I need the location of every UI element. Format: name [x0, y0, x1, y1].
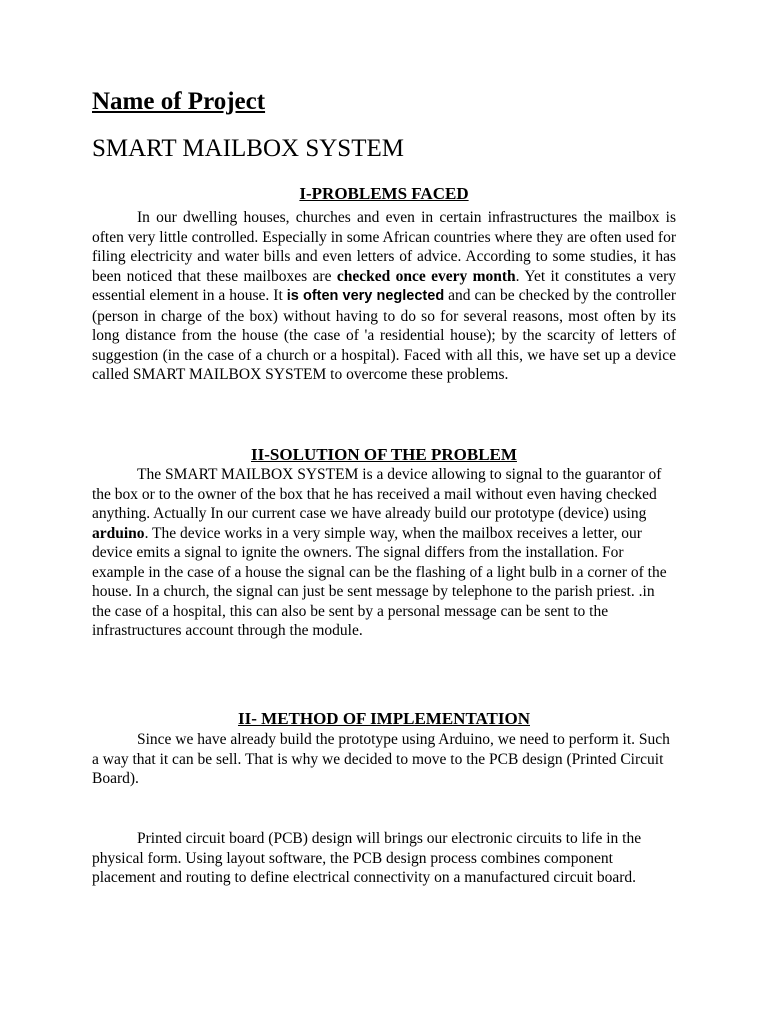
section-heading-implementation-text: II- METHOD OF IMPLEMENTATION: [238, 709, 530, 728]
problems-emphasis-2: is often very neglected: [286, 288, 445, 304]
section-heading-problems: [92, 183, 676, 205]
problems-paragraph: [92, 208, 676, 385]
section-heading-solution: [92, 444, 676, 466]
problems-emphasis-1: checked once every month: [336, 267, 516, 285]
section-heading-solution-text: II-SOLUTION OF THE PROBLEM: [251, 445, 517, 464]
section-heading-implementation: [92, 708, 676, 730]
problems-text-2: . Yet it constitutes a very essential element in a house. It: [92, 267, 676, 304]
problems-text-3: and can be checked by the controller (person in charge of the box) without having to do so for several reasons, most often by its long distance from the house (the case of 'a residential house); by the scarcity of letters of suggestion (in the case of a church or a hospital). Faced with all this, we have set up a device called SMART MAILBOX SYSTEM to overcome these problems.: [92, 287, 676, 383]
solution-text-1: The SMART MAILBOX SYSTEM is a device allowing to signal to the guarantor of the box or to the owner of the box that he has received a mail without even having checked anything. Actually In our current case we have already build our prototype (device) using: [92, 466, 662, 522]
solution-paragraph: [92, 465, 676, 641]
solution-emphasis-1: arduino: [92, 524, 145, 542]
project-name: SMART MAILBOX SYSTEM: [92, 135, 404, 162]
implementation-paragraph-1: Since we have already build the prototype using Arduino, we need to perform it. Such a way that it can be sell. That is why we decided to move to the PCB design (Printed Circuit Board).: [92, 731, 670, 787]
section-heading-problems-text: I-PROBLEMS FACED: [299, 184, 469, 203]
solution-text-2: . The device works in a very simple way, when the mailbox receives a letter, our device emits a signal to ignite the owners. The signal differs from the installation. For example in the case of a house the signal can be the flashing of a light bulb in a corner of the house. In a church, the signal can just be sent message by telephone to the parish priest. .in the case of a hospital, this can also be sent by a personal message can be sent to the infrastructures account through the module.: [92, 524, 667, 639]
document-title: Name of Project: [92, 88, 266, 115]
problems-text-1: In our dwelling houses, churches and even in certain infrastructures the mailbox is often very little controlled. Especially in some African countries where they are often used for filing electricity and water bills and even letters of advice. According to some studies, it has been noticed that these mailboxes are: [92, 209, 676, 285]
implementation-paragraph-2: Printed circuit board (PCB) design will brings our electronic circuits to life in the physical form. Using layout software, the PCB design process combines component placement and routing to define electrical connectivity on a manufactured circuit board.: [92, 830, 642, 886]
